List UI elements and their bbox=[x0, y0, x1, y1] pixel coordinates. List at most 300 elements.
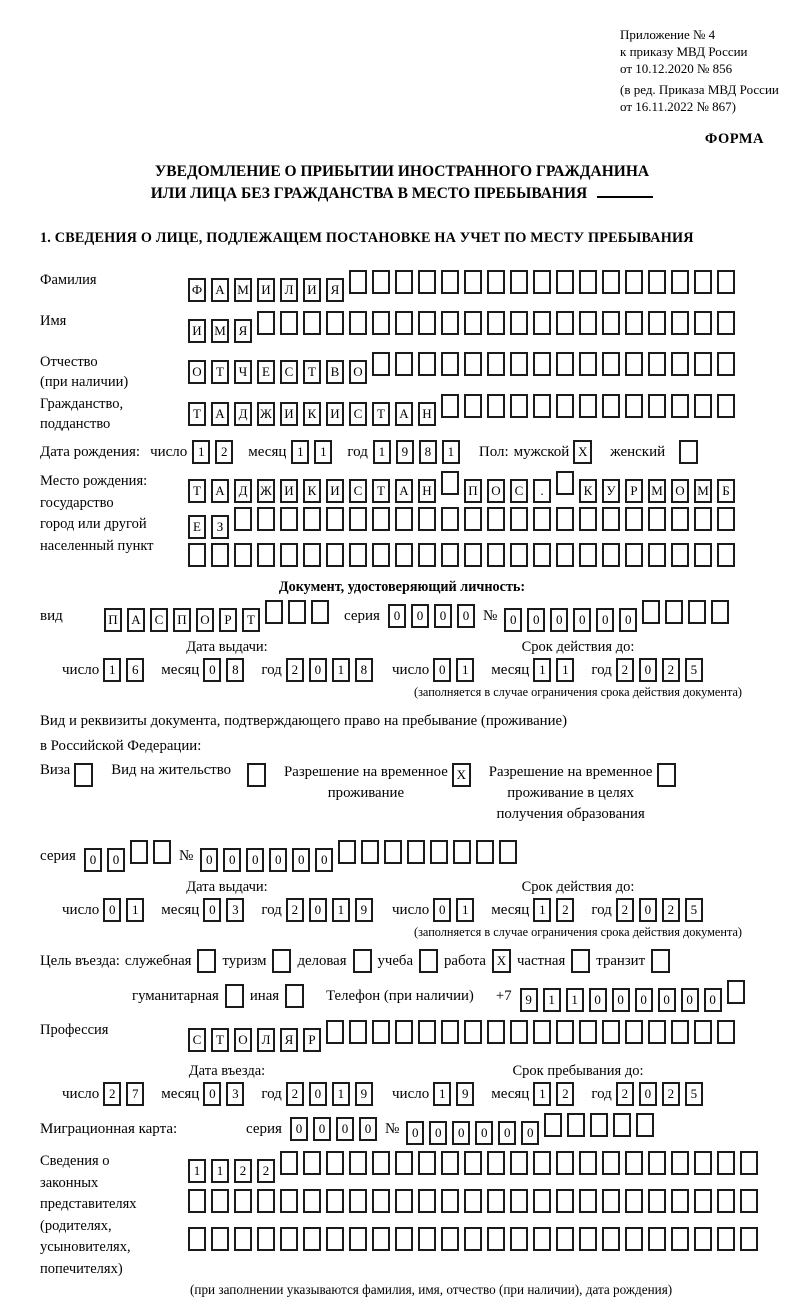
form-cell[interactable]: 0 bbox=[596, 608, 614, 632]
form-cell[interactable] bbox=[280, 1227, 298, 1251]
form-cell[interactable]: О bbox=[234, 1028, 252, 1052]
form-cell[interactable] bbox=[671, 270, 689, 294]
form-cell[interactable]: Т bbox=[242, 608, 260, 632]
form-cell[interactable]: 1 bbox=[332, 658, 350, 682]
form-cell[interactable] bbox=[441, 543, 459, 567]
form-cell[interactable]: 0 bbox=[475, 1121, 493, 1145]
form-cell[interactable]: О bbox=[188, 360, 206, 384]
form-cell[interactable] bbox=[636, 1113, 654, 1137]
form-cell[interactable] bbox=[717, 1189, 735, 1213]
form-cell[interactable] bbox=[234, 1189, 252, 1213]
form-cell[interactable]: 9 bbox=[520, 988, 538, 1012]
form-cell[interactable]: 5 bbox=[685, 1082, 703, 1106]
form-cell[interactable]: 9 bbox=[456, 1082, 474, 1106]
form-cell[interactable]: А bbox=[211, 402, 229, 426]
form-cell[interactable] bbox=[441, 311, 459, 335]
form-cell[interactable] bbox=[625, 543, 643, 567]
form-cell[interactable]: 0 bbox=[589, 988, 607, 1012]
form-cell[interactable] bbox=[372, 1227, 390, 1251]
form-cell[interactable] bbox=[487, 1227, 505, 1251]
form-cell[interactable] bbox=[395, 507, 413, 531]
form-cell[interactable] bbox=[533, 1227, 551, 1251]
form-cell[interactable] bbox=[717, 1227, 735, 1251]
form-cell[interactable]: О bbox=[487, 479, 505, 503]
form-cell[interactable] bbox=[533, 270, 551, 294]
form-cell[interactable]: 6 bbox=[126, 658, 144, 682]
form-cell[interactable] bbox=[349, 270, 367, 294]
form-cell[interactable]: 0 bbox=[433, 898, 451, 922]
form-cell[interactable] bbox=[694, 352, 712, 376]
form-cell[interactable]: О bbox=[671, 479, 689, 503]
form-cell[interactable] bbox=[384, 840, 402, 864]
purpose-official-checkbox[interactable] bbox=[197, 949, 216, 973]
form-cell[interactable]: 9 bbox=[355, 1082, 373, 1106]
form-cell[interactable] bbox=[648, 311, 666, 335]
form-cell[interactable]: М bbox=[211, 319, 229, 343]
form-cell[interactable] bbox=[694, 1189, 712, 1213]
form-cell[interactable] bbox=[234, 543, 252, 567]
form-cell[interactable] bbox=[464, 543, 482, 567]
form-cell[interactable] bbox=[280, 543, 298, 567]
form-cell[interactable] bbox=[487, 352, 505, 376]
form-cell[interactable] bbox=[349, 543, 367, 567]
form-cell[interactable] bbox=[671, 311, 689, 335]
form-cell[interactable] bbox=[257, 507, 275, 531]
form-cell[interactable] bbox=[418, 1227, 436, 1251]
form-cell[interactable] bbox=[372, 270, 390, 294]
form-cell[interactable]: 0 bbox=[84, 848, 102, 872]
form-cell[interactable] bbox=[533, 1189, 551, 1213]
form-cell[interactable] bbox=[349, 1020, 367, 1044]
form-cell[interactable] bbox=[188, 543, 206, 567]
form-cell[interactable] bbox=[579, 352, 597, 376]
form-cell[interactable]: 0 bbox=[359, 1117, 377, 1141]
form-cell[interactable]: 3 bbox=[226, 1082, 244, 1106]
purpose-study-checkbox[interactable] bbox=[419, 949, 438, 973]
form-cell[interactable]: 1 bbox=[456, 658, 474, 682]
form-cell[interactable] bbox=[487, 543, 505, 567]
form-cell[interactable]: 0 bbox=[388, 604, 406, 628]
form-cell[interactable] bbox=[441, 394, 459, 418]
form-cell[interactable]: Т bbox=[211, 1028, 229, 1052]
sex-male-checkbox[interactable]: X bbox=[573, 440, 592, 464]
form-cell[interactable] bbox=[510, 394, 528, 418]
purpose-humanitarian-checkbox[interactable] bbox=[225, 984, 244, 1008]
form-cell[interactable] bbox=[303, 543, 321, 567]
form-cell[interactable]: Д bbox=[234, 402, 252, 426]
form-cell[interactable] bbox=[326, 1151, 344, 1175]
form-cell[interactable]: Р bbox=[219, 608, 237, 632]
form-cell[interactable]: Н bbox=[418, 402, 436, 426]
form-cell[interactable]: В bbox=[326, 360, 344, 384]
form-cell[interactable] bbox=[211, 543, 229, 567]
form-cell[interactable]: . bbox=[533, 479, 551, 503]
form-cell[interactable] bbox=[349, 1227, 367, 1251]
form-cell[interactable] bbox=[694, 507, 712, 531]
form-cell[interactable] bbox=[464, 1151, 482, 1175]
form-cell[interactable] bbox=[372, 543, 390, 567]
form-cell[interactable] bbox=[579, 311, 597, 335]
form-cell[interactable]: С bbox=[280, 360, 298, 384]
form-cell[interactable] bbox=[556, 1189, 574, 1213]
form-cell[interactable] bbox=[510, 311, 528, 335]
form-cell[interactable]: 0 bbox=[203, 898, 221, 922]
form-cell[interactable]: И bbox=[326, 402, 344, 426]
form-cell[interactable] bbox=[694, 1020, 712, 1044]
form-cell[interactable] bbox=[556, 394, 574, 418]
form-cell[interactable] bbox=[476, 840, 494, 864]
form-cell[interactable] bbox=[665, 600, 683, 624]
form-cell[interactable] bbox=[418, 1020, 436, 1044]
form-cell[interactable] bbox=[648, 352, 666, 376]
form-cell[interactable] bbox=[602, 1227, 620, 1251]
form-cell[interactable]: 2 bbox=[103, 1082, 121, 1106]
form-cell[interactable]: Р bbox=[303, 1028, 321, 1052]
form-cell[interactable]: О bbox=[196, 608, 214, 632]
form-cell[interactable]: 0 bbox=[457, 604, 475, 628]
form-cell[interactable]: А bbox=[127, 608, 145, 632]
form-cell[interactable] bbox=[717, 394, 735, 418]
form-cell[interactable] bbox=[418, 1151, 436, 1175]
form-cell[interactable] bbox=[648, 1020, 666, 1044]
form-cell[interactable]: 8 bbox=[355, 658, 373, 682]
form-cell[interactable] bbox=[407, 840, 425, 864]
form-cell[interactable] bbox=[395, 1020, 413, 1044]
purpose-other-checkbox[interactable] bbox=[285, 984, 304, 1008]
form-cell[interactable]: 0 bbox=[704, 988, 722, 1012]
form-cell[interactable] bbox=[671, 394, 689, 418]
form-cell[interactable] bbox=[711, 600, 729, 624]
form-cell[interactable] bbox=[648, 543, 666, 567]
form-cell[interactable] bbox=[418, 270, 436, 294]
form-cell[interactable]: 1 bbox=[332, 898, 350, 922]
sex-female-checkbox[interactable] bbox=[679, 440, 698, 464]
form-cell[interactable] bbox=[567, 1113, 585, 1137]
form-cell[interactable] bbox=[556, 1020, 574, 1044]
form-cell[interactable] bbox=[326, 1189, 344, 1213]
form-cell[interactable]: 0 bbox=[103, 898, 121, 922]
form-cell[interactable]: Т bbox=[211, 360, 229, 384]
form-cell[interactable] bbox=[579, 1189, 597, 1213]
form-cell[interactable] bbox=[625, 1227, 643, 1251]
form-cell[interactable] bbox=[556, 543, 574, 567]
form-cell[interactable] bbox=[642, 600, 660, 624]
form-cell[interactable] bbox=[625, 311, 643, 335]
form-cell[interactable] bbox=[372, 1020, 390, 1044]
form-cell[interactable] bbox=[510, 543, 528, 567]
form-cell[interactable]: К bbox=[303, 479, 321, 503]
form-cell[interactable] bbox=[740, 1227, 758, 1251]
form-cell[interactable] bbox=[211, 1227, 229, 1251]
form-cell[interactable] bbox=[671, 1189, 689, 1213]
form-cell[interactable]: Т bbox=[303, 360, 321, 384]
form-cell[interactable]: Ч bbox=[234, 360, 252, 384]
form-cell[interactable]: И bbox=[326, 479, 344, 503]
form-cell[interactable] bbox=[280, 1151, 298, 1175]
form-cell[interactable] bbox=[441, 352, 459, 376]
form-cell[interactable] bbox=[303, 311, 321, 335]
form-cell[interactable]: Е bbox=[188, 515, 206, 539]
form-cell[interactable] bbox=[234, 1227, 252, 1251]
form-cell[interactable]: И bbox=[257, 278, 275, 302]
form-cell[interactable]: М bbox=[694, 479, 712, 503]
form-cell[interactable]: Т bbox=[372, 479, 390, 503]
form-cell[interactable]: Е bbox=[257, 360, 275, 384]
form-cell[interactable] bbox=[533, 394, 551, 418]
form-cell[interactable]: 0 bbox=[309, 658, 327, 682]
form-cell[interactable] bbox=[349, 1189, 367, 1213]
form-cell[interactable]: 0 bbox=[315, 848, 333, 872]
form-cell[interactable]: С bbox=[150, 608, 168, 632]
form-cell[interactable] bbox=[464, 270, 482, 294]
form-cell[interactable]: Я bbox=[280, 1028, 298, 1052]
form-cell[interactable] bbox=[349, 507, 367, 531]
form-cell[interactable] bbox=[326, 1020, 344, 1044]
form-cell[interactable] bbox=[602, 270, 620, 294]
form-cell[interactable] bbox=[556, 507, 574, 531]
form-cell[interactable] bbox=[265, 600, 283, 624]
form-cell[interactable]: П bbox=[104, 608, 122, 632]
form-cell[interactable]: 0 bbox=[107, 848, 125, 872]
form-cell[interactable] bbox=[717, 1151, 735, 1175]
form-cell[interactable] bbox=[694, 543, 712, 567]
form-cell[interactable]: 0 bbox=[452, 1121, 470, 1145]
form-cell[interactable]: 0 bbox=[309, 1082, 327, 1106]
form-cell[interactable] bbox=[648, 1189, 666, 1213]
form-cell[interactable]: 0 bbox=[498, 1121, 516, 1145]
form-cell[interactable] bbox=[303, 1227, 321, 1251]
form-cell[interactable] bbox=[625, 270, 643, 294]
form-cell[interactable]: 2 bbox=[662, 898, 680, 922]
form-cell[interactable] bbox=[602, 543, 620, 567]
form-cell[interactable] bbox=[625, 352, 643, 376]
form-cell[interactable]: 0 bbox=[550, 608, 568, 632]
form-cell[interactable] bbox=[625, 1020, 643, 1044]
form-cell[interactable]: 0 bbox=[200, 848, 218, 872]
form-cell[interactable]: С bbox=[349, 479, 367, 503]
form-cell[interactable]: 0 bbox=[639, 898, 657, 922]
form-cell[interactable]: 0 bbox=[504, 608, 522, 632]
form-cell[interactable] bbox=[510, 1151, 528, 1175]
form-cell[interactable] bbox=[602, 311, 620, 335]
form-cell[interactable]: 0 bbox=[521, 1121, 539, 1145]
form-cell[interactable] bbox=[487, 270, 505, 294]
form-cell[interactable]: 0 bbox=[612, 988, 630, 1012]
form-cell[interactable] bbox=[395, 543, 413, 567]
form-cell[interactable]: Н bbox=[418, 479, 436, 503]
form-cell[interactable] bbox=[372, 352, 390, 376]
form-cell[interactable] bbox=[441, 471, 459, 495]
form-cell[interactable]: К bbox=[303, 402, 321, 426]
form-cell[interactable] bbox=[303, 1189, 321, 1213]
form-cell[interactable] bbox=[510, 1227, 528, 1251]
form-cell[interactable] bbox=[487, 507, 505, 531]
form-cell[interactable] bbox=[361, 840, 379, 864]
form-cell[interactable]: 1 bbox=[291, 440, 309, 464]
form-cell[interactable]: 1 bbox=[556, 658, 574, 682]
form-cell[interactable] bbox=[372, 1189, 390, 1213]
form-cell[interactable]: Т bbox=[372, 402, 390, 426]
form-cell[interactable] bbox=[579, 270, 597, 294]
form-cell[interactable] bbox=[234, 507, 252, 531]
form-cell[interactable] bbox=[280, 1189, 298, 1213]
form-cell[interactable] bbox=[717, 507, 735, 531]
form-cell[interactable] bbox=[372, 1151, 390, 1175]
form-cell[interactable] bbox=[579, 1227, 597, 1251]
form-cell[interactable]: Л bbox=[280, 278, 298, 302]
form-cell[interactable] bbox=[602, 352, 620, 376]
form-cell[interactable]: Т bbox=[188, 479, 206, 503]
form-cell[interactable] bbox=[257, 1189, 275, 1213]
form-cell[interactable] bbox=[372, 507, 390, 531]
form-cell[interactable] bbox=[464, 311, 482, 335]
form-cell[interactable]: О bbox=[349, 360, 367, 384]
form-cell[interactable] bbox=[671, 543, 689, 567]
form-cell[interactable] bbox=[257, 1227, 275, 1251]
form-cell[interactable] bbox=[717, 270, 735, 294]
form-cell[interactable] bbox=[740, 1189, 758, 1213]
form-cell[interactable]: И bbox=[303, 278, 321, 302]
form-cell[interactable]: 0 bbox=[290, 1117, 308, 1141]
form-cell[interactable]: 2 bbox=[662, 1082, 680, 1106]
purpose-transit-checkbox[interactable] bbox=[651, 949, 670, 973]
form-cell[interactable]: 0 bbox=[573, 608, 591, 632]
form-cell[interactable]: 1 bbox=[433, 1082, 451, 1106]
form-cell[interactable]: 1 bbox=[332, 1082, 350, 1106]
form-cell[interactable] bbox=[671, 1151, 689, 1175]
form-cell[interactable] bbox=[579, 394, 597, 418]
form-cell[interactable] bbox=[648, 507, 666, 531]
form-cell[interactable] bbox=[694, 394, 712, 418]
rvpo-checkbox[interactable] bbox=[657, 763, 676, 787]
form-cell[interactable] bbox=[648, 1151, 666, 1175]
form-cell[interactable] bbox=[556, 352, 574, 376]
form-cell[interactable] bbox=[579, 543, 597, 567]
form-cell[interactable] bbox=[430, 840, 448, 864]
form-cell[interactable] bbox=[590, 1113, 608, 1137]
form-cell[interactable]: 8 bbox=[226, 658, 244, 682]
form-cell[interactable] bbox=[625, 394, 643, 418]
form-cell[interactable]: 2 bbox=[616, 658, 634, 682]
form-cell[interactable] bbox=[326, 507, 344, 531]
form-cell[interactable] bbox=[510, 352, 528, 376]
form-cell[interactable] bbox=[487, 1151, 505, 1175]
form-cell[interactable]: 0 bbox=[681, 988, 699, 1012]
form-cell[interactable]: 2 bbox=[286, 1082, 304, 1106]
form-cell[interactable]: Д bbox=[234, 479, 252, 503]
form-cell[interactable]: А bbox=[395, 402, 413, 426]
form-cell[interactable] bbox=[487, 311, 505, 335]
form-cell[interactable] bbox=[487, 1189, 505, 1213]
form-cell[interactable]: Р bbox=[625, 479, 643, 503]
form-cell[interactable] bbox=[280, 311, 298, 335]
form-cell[interactable] bbox=[688, 600, 706, 624]
form-cell[interactable] bbox=[311, 600, 329, 624]
form-cell[interactable] bbox=[602, 507, 620, 531]
form-cell[interactable] bbox=[211, 1189, 229, 1213]
form-cell[interactable] bbox=[288, 600, 306, 624]
form-cell[interactable] bbox=[717, 543, 735, 567]
form-cell[interactable]: Я bbox=[234, 319, 252, 343]
form-cell[interactable]: Ф bbox=[188, 278, 206, 302]
form-cell[interactable]: 0 bbox=[203, 1082, 221, 1106]
form-cell[interactable]: 0 bbox=[527, 608, 545, 632]
form-cell[interactable]: 1 bbox=[533, 898, 551, 922]
form-cell[interactable]: 2 bbox=[556, 1082, 574, 1106]
form-cell[interactable] bbox=[602, 1020, 620, 1044]
form-cell[interactable]: 2 bbox=[616, 898, 634, 922]
form-cell[interactable] bbox=[533, 507, 551, 531]
form-cell[interactable] bbox=[671, 1020, 689, 1044]
form-cell[interactable] bbox=[613, 1113, 631, 1137]
form-cell[interactable]: С bbox=[349, 402, 367, 426]
form-cell[interactable] bbox=[464, 507, 482, 531]
form-cell[interactable] bbox=[130, 840, 148, 864]
form-cell[interactable]: 0 bbox=[203, 658, 221, 682]
form-cell[interactable] bbox=[602, 1151, 620, 1175]
form-cell[interactable]: Т bbox=[188, 402, 206, 426]
form-cell[interactable]: Б bbox=[717, 479, 735, 503]
form-cell[interactable] bbox=[395, 1189, 413, 1213]
form-cell[interactable] bbox=[533, 1151, 551, 1175]
form-cell[interactable] bbox=[326, 543, 344, 567]
form-cell[interactable]: 0 bbox=[269, 848, 287, 872]
form-cell[interactable]: 0 bbox=[619, 608, 637, 632]
form-cell[interactable] bbox=[671, 507, 689, 531]
form-cell[interactable]: М bbox=[234, 278, 252, 302]
form-cell[interactable]: 0 bbox=[223, 848, 241, 872]
form-cell[interactable]: 3 bbox=[226, 898, 244, 922]
form-cell[interactable]: 2 bbox=[286, 658, 304, 682]
form-cell[interactable]: 0 bbox=[336, 1117, 354, 1141]
form-cell[interactable]: 2 bbox=[662, 658, 680, 682]
form-cell[interactable] bbox=[188, 1227, 206, 1251]
form-cell[interactable] bbox=[464, 394, 482, 418]
form-cell[interactable]: Л bbox=[257, 1028, 275, 1052]
form-cell[interactable] bbox=[395, 311, 413, 335]
form-cell[interactable] bbox=[556, 471, 574, 495]
form-cell[interactable] bbox=[188, 1189, 206, 1213]
form-cell[interactable]: 0 bbox=[639, 658, 657, 682]
form-cell[interactable]: З bbox=[211, 515, 229, 539]
form-cell[interactable] bbox=[441, 507, 459, 531]
form-cell[interactable]: 1 bbox=[211, 1159, 229, 1183]
form-cell[interactable]: 1 bbox=[192, 440, 210, 464]
form-cell[interactable] bbox=[257, 543, 275, 567]
form-cell[interactable] bbox=[602, 1189, 620, 1213]
form-cell[interactable]: 0 bbox=[292, 848, 310, 872]
form-cell[interactable] bbox=[257, 311, 275, 335]
visa-checkbox[interactable] bbox=[74, 763, 93, 787]
form-cell[interactable] bbox=[694, 270, 712, 294]
form-cell[interactable]: 2 bbox=[257, 1159, 275, 1183]
form-cell[interactable] bbox=[671, 1227, 689, 1251]
form-cell[interactable]: 2 bbox=[234, 1159, 252, 1183]
form-cell[interactable]: 0 bbox=[313, 1117, 331, 1141]
purpose-work-checkbox[interactable]: X bbox=[492, 949, 511, 973]
form-cell[interactable] bbox=[338, 840, 356, 864]
form-cell[interactable]: 0 bbox=[406, 1121, 424, 1145]
form-cell[interactable]: 2 bbox=[286, 898, 304, 922]
form-cell[interactable] bbox=[579, 1151, 597, 1175]
form-cell[interactable] bbox=[395, 352, 413, 376]
form-cell[interactable]: 1 bbox=[188, 1159, 206, 1183]
form-cell[interactable] bbox=[579, 1020, 597, 1044]
form-cell[interactable]: И bbox=[280, 402, 298, 426]
form-cell[interactable] bbox=[579, 507, 597, 531]
form-cell[interactable]: 0 bbox=[639, 1082, 657, 1106]
form-cell[interactable]: 1 bbox=[103, 658, 121, 682]
